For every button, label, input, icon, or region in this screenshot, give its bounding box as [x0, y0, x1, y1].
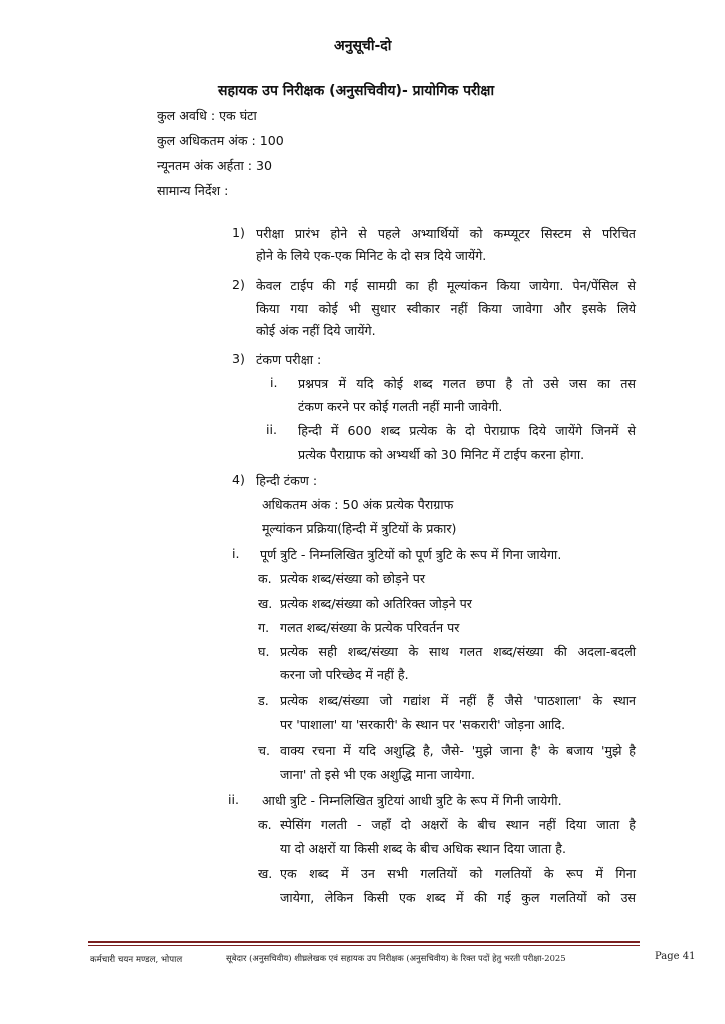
evaluation-process-line: मूल्यांकन प्रक्रिया(हिन्दी में त्रुटियों के प्रकार) — [262, 521, 457, 536]
list-item: प्रत्येक शब्द/संख्या को छोड़ने पर — [280, 571, 425, 586]
exam-title: सहायक उप निरीक्षक (अनुसचिवीय)- प्रायोगिक परीक्षा — [218, 83, 495, 99]
roman-number: i. — [232, 546, 240, 561]
roman-number: i. — [270, 375, 278, 390]
list-item: गलत शब्द/संख्या के प्रत्येक परिवर्तन पर — [280, 620, 460, 635]
list-item: प्रत्येक शब्द/संख्या को अतिरिक्त जोड़ने पर — [280, 596, 472, 611]
list-label: क. — [258, 817, 272, 832]
list-item: जायेगा, लेकिन किसी एक शब्द में की गई कुल गलतियों को उस — [280, 890, 636, 905]
list-item: प्रत्येक शब्द/संख्या जो गद्यांश में नहीं हैं जैसे 'पाठशाला' के स्थान — [280, 693, 636, 708]
roman-number: ii. — [228, 792, 240, 807]
page-number: Page 41 — [655, 951, 696, 962]
list-item: एक शब्द में उन सभी गलतियों को गलतियों के रूप में गिना — [280, 866, 636, 881]
instruction-line: कोई अंक नहीं दिये जायेंगे. — [256, 323, 376, 338]
list-item: पर 'पाशाला' या 'सरकारी' के स्थान पर 'सकरारी' जोड़ना आदि. — [280, 717, 566, 732]
instruction-number: 3) — [232, 351, 245, 366]
half-error-heading: आधी त्रुटि - निम्नलिखित त्रुटियां आधी त्रुटि के रूप में गिनी जायेगी. — [262, 793, 562, 808]
instruction-line: होने के लिये एक-एक मिनिट के दो सत्र दिये जायेंगे. — [256, 248, 487, 263]
meta-duration: कुल अवधि : एक घंटा — [157, 108, 257, 123]
instruction-line: प्रश्नपत्र में यदि कोई शब्द गलत छपा है तो उसे जस का तस — [298, 376, 636, 391]
hindi-typing-heading: हिन्दी टंकण : — [256, 473, 318, 488]
footer-rule-thin — [88, 945, 640, 946]
roman-number: ii. — [266, 422, 278, 437]
instruction-line: हिन्दी में 600 शब्द प्रत्येक के दो पेराग्राफ दिये जायेंगे जिनमें से — [298, 423, 636, 438]
meta-min-marks: न्यूनतम अंक अर्हता : 30 — [157, 158, 273, 173]
instruction-line: टंकण करने पर कोई गलती नहीं मानी जावेगी. — [298, 399, 503, 414]
list-item: जाना' तो इसे भी एक अशुद्धि माना जायेगा. — [280, 767, 476, 782]
instruction-line: परीक्षा प्रारंभ होने से पहले अभ्यार्थियों को कम्प्यूटर सिस्टम से परिचित — [256, 226, 636, 241]
instruction-number: 2) — [232, 277, 245, 292]
instruction-line: किया गया कोई भी सुधार स्वीकार नहीं किया जावेगा और इसके लिये — [256, 301, 636, 316]
footer-rule — [88, 941, 640, 943]
meta-general-instructions: सामान्य निर्देश : — [157, 183, 229, 198]
schedule-title: अनुसूची-दो — [334, 38, 392, 54]
footer-exam-name: सूबेदार (अनुसचिवीय) शीघ्रलेखक एवं सहायक उप निरीक्षक (अनुसचिवीय) के रिक्त पदों हेतु भरती परीक्षा-2025 — [226, 953, 566, 963]
list-item: प्रत्येक सही शब्द/संख्या के साथ गलत शब्द/संख्या की अदला-बदली — [280, 644, 636, 659]
list-item: स्पेसिंग गलती - जहाँ दो अक्षरों के बीच स्थान नहीं दिया जाता है — [280, 817, 636, 832]
full-error-heading: पूर्ण त्रुटि - निम्नलिखित त्रुटियों को पूर्ण त्रुटि के रूप में गिना जायेगा. — [260, 547, 562, 562]
max-marks-line: अधिकतम अंक : 50 अंक प्रत्येक पैराग्राफ — [262, 497, 454, 512]
instruction-line: प्रत्येक पैराग्राफ को अभ्यर्थी को 30 मिनिट में टाईप करना होगा. — [298, 447, 585, 462]
instruction-number: 4) — [232, 472, 245, 487]
list-label: च. — [258, 743, 271, 758]
instruction-number: 1) — [232, 225, 245, 240]
instruction-line: केवल टाईप की गई सामग्री का ही मूल्यांकन किया जायेगा. पेन/पेंसिल से — [256, 278, 636, 293]
list-label: ख. — [258, 596, 273, 611]
list-item: या दो अक्षरों या किसी शब्द के बीच अधिक स्थान दिया जाता है. — [280, 841, 566, 856]
footer-board-name: कर्मचारी चयन मण्डल, भोपाल — [90, 955, 183, 965]
meta-max-marks: कुल अधिकतम अंक : 100 — [157, 133, 284, 148]
list-label: घ. — [258, 644, 270, 659]
typing-test-heading: टंकण परीक्षा : — [256, 352, 322, 367]
list-label: ग. — [258, 620, 270, 635]
list-item: वाक्य रचना में यदि अशुद्धि है, जैसे- 'मुझे जाना है' के बजाय 'मुझे है — [280, 743, 636, 758]
list-label: क. — [258, 571, 272, 586]
list-label: ख. — [258, 866, 273, 881]
list-item: करना जो परिच्छेद में नहीं है. — [280, 667, 409, 682]
list-label: ड. — [258, 693, 269, 708]
